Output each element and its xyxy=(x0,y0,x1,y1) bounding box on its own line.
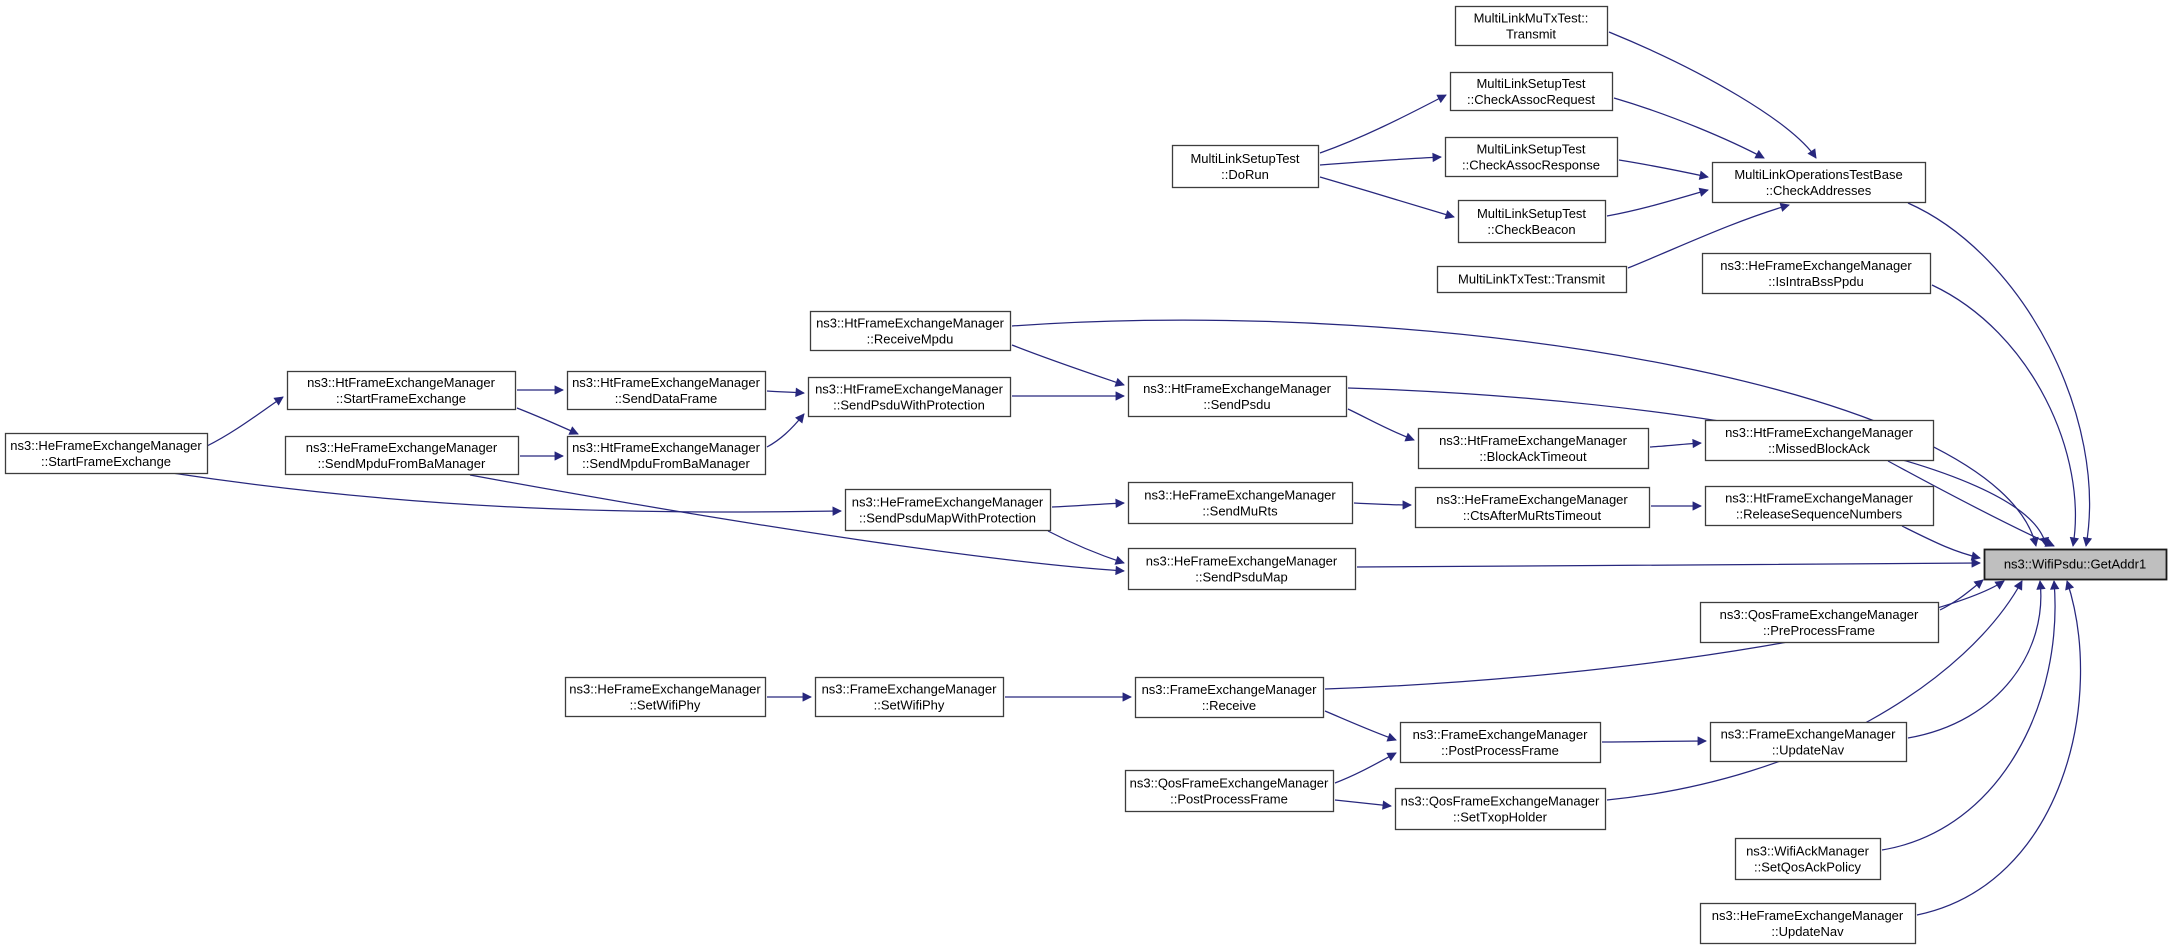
node-ht-send-mpdu-from-ba-manager[interactable] xyxy=(568,437,766,475)
node-he-cts-after-mu-rts-timeout[interactable] xyxy=(1416,488,1650,528)
node-label: ns3::HeFrameExchangeManager xyxy=(1720,258,1912,273)
node-tx-transmit[interactable] xyxy=(1438,267,1627,293)
node-label: ::ReceiveMpdu xyxy=(866,331,954,347)
edge-qos-post-process-frame--qos-set-txop-holder xyxy=(1335,800,1391,806)
node-label: ns3::FrameExchangeManager xyxy=(1141,682,1317,697)
edge-ht-release-sequence-numbers--get-addr1 xyxy=(1902,526,1980,558)
node-label: ::IsIntraBssPpdu xyxy=(1768,274,1864,289)
edge-ht-send-data-frame--ht-send-psdu-with-protection xyxy=(767,391,804,393)
node-fem-receive[interactable] xyxy=(1136,678,1324,718)
edge-ht-send-psdu--ht-block-ack-timeout xyxy=(1348,409,1414,440)
node-wifi-ack-set-qos-ack-policy[interactable] xyxy=(1736,839,1881,880)
node-label: ::BlockAckTimeout xyxy=(1479,449,1587,464)
edge-he-start-frame-exchange--ht-start-frame-exchange xyxy=(207,397,283,446)
edge-he-send-psdu-map-with-protection--he-send-psdu-map xyxy=(1048,531,1124,563)
node-label: ns3::WifiAckManager xyxy=(1746,843,1869,859)
node-label: ::UpdateNav xyxy=(1771,924,1844,939)
edge-do-run--check-beacon xyxy=(1320,177,1454,217)
edge-ht-send-mpdu-from-ba-manager--ht-send-psdu-with-protection xyxy=(767,414,804,447)
node-label: ::StartFrameExchange xyxy=(40,454,172,469)
node-he-start-frame-exchange[interactable] xyxy=(6,434,208,474)
node-label: MultiLinkTxTest::Transmit xyxy=(1458,271,1605,287)
edge-he-send-mu-rts--he-cts-after-mu-rts-timeout xyxy=(1354,503,1411,505)
node-label: ::SendMuRts xyxy=(1202,503,1278,519)
node-label: ::CheckAssocRequest xyxy=(1467,92,1595,107)
node-he-update-nav[interactable] xyxy=(1701,904,1916,944)
node-label: ns3::FrameExchangeManager xyxy=(1412,727,1588,742)
node-he-is-intra-bss-ppdu[interactable] xyxy=(1703,254,1931,294)
edge-he-send-psdu-map-with-protection--he-send-mu-rts xyxy=(1052,503,1124,507)
node-he-send-psdu-map-with-protection[interactable] xyxy=(846,490,1051,531)
node-label: ::CheckBeacon xyxy=(1487,222,1576,237)
edge-fem-receive--fem-post-process-frame xyxy=(1325,711,1396,740)
node-label: ns3::FrameExchangeManager xyxy=(1720,726,1896,742)
node-ht-send-data-frame[interactable] xyxy=(568,372,766,410)
node-label: ns3::QosFrameExchangeManager xyxy=(1719,607,1919,622)
node-label: ::PostProcessFrame xyxy=(1441,743,1559,758)
node-ht-block-ack-timeout[interactable] xyxy=(1419,429,1649,469)
node-label: ::Receive xyxy=(1201,698,1257,713)
node-fem-update-nav[interactable] xyxy=(1711,723,1907,762)
node-ht-start-frame-exchange[interactable] xyxy=(288,372,516,410)
node-label: ::ReleaseSequenceNumbers xyxy=(1735,506,1903,522)
node-label: ns3::HeFrameExchangeManager xyxy=(305,440,498,455)
edge-ht-receive-mpdu--ht-send-psdu xyxy=(1012,345,1124,385)
edge-check-assoc-request--check-addresses xyxy=(1614,98,1764,158)
node-label: ::PostProcessFrame xyxy=(1170,791,1288,807)
node-check-assoc-request[interactable] xyxy=(1451,73,1613,111)
node-label: ns3::HeFrameExchangeManager xyxy=(851,494,1044,510)
edge-ht-block-ack-timeout--ht-missed-block-ack xyxy=(1650,443,1701,447)
node-label: MultiLinkSetupTest xyxy=(1476,141,1586,157)
edge-ht-start-frame-exchange--ht-send-mpdu-from-ba-manager xyxy=(517,408,578,434)
node-label: ::SendPsduWithProtection xyxy=(833,397,985,413)
node-label: ::SendMpduFromBaManager xyxy=(317,456,486,471)
node-label: ::UpdateNav xyxy=(1771,742,1845,758)
node-ht-send-psdu-with-protection[interactable] xyxy=(809,378,1011,417)
node-label: ns3::FrameExchangeManager xyxy=(821,681,997,697)
node-ht-receive-mpdu[interactable] xyxy=(811,312,1011,351)
node-do-run[interactable] xyxy=(1173,146,1319,188)
node-label: ::DoRun xyxy=(1221,167,1269,182)
edge-check-beacon--check-addresses xyxy=(1607,190,1708,216)
node-label: ns3::HeFrameExchangeManager xyxy=(1436,492,1628,507)
node-label: ::SendPsdu xyxy=(1203,397,1271,412)
node-ht-send-psdu[interactable] xyxy=(1129,377,1347,417)
edge-fem-post-process-frame--fem-update-nav xyxy=(1602,741,1706,742)
node-he-send-psdu-map[interactable] xyxy=(1129,549,1356,590)
node-label: ::StartFrameExchange xyxy=(335,391,467,406)
node-label: ::SetWifiPhy xyxy=(873,697,945,713)
node-label: ::SendPsduMap xyxy=(1195,569,1288,585)
node-label: ::PreProcessFrame xyxy=(1763,623,1875,638)
node-fem-set-wifi-phy[interactable] xyxy=(816,678,1004,717)
edge-check-assoc-response--check-addresses xyxy=(1619,160,1708,177)
node-qos-set-txop-holder[interactable] xyxy=(1396,789,1606,830)
node-label: MultiLinkSetupTest xyxy=(1476,76,1586,91)
edge-he-send-psdu-map--get-addr1 xyxy=(1357,563,1980,567)
node-label: ns3::HtFrameExchangeManager xyxy=(572,375,760,390)
node-label: ns3::HeFrameExchangeManager xyxy=(1711,908,1904,923)
node-qos-post-process-frame[interactable] xyxy=(1126,771,1334,812)
node-label: ns3::HtFrameExchangeManager xyxy=(1143,381,1331,396)
node-check-assoc-response[interactable] xyxy=(1446,138,1618,177)
node-get-addr1[interactable] xyxy=(1985,550,2167,580)
node-label: ns3::QosFrameExchangeManager xyxy=(1400,793,1600,809)
node-label: Transmit xyxy=(1505,26,1557,42)
node-label: ns3::HtFrameExchangeManager xyxy=(1725,425,1913,440)
node-label: ::CheckAddresses xyxy=(1765,183,1872,198)
node-label: ns3::HtFrameExchangeManager xyxy=(307,375,495,390)
node-label: ns3::HeFrameExchangeManager xyxy=(10,438,202,453)
node-he-send-mu-rts[interactable] xyxy=(1129,483,1353,524)
node-fem-post-process-frame[interactable] xyxy=(1401,723,1601,763)
edge-he-start-frame-exchange--he-send-psdu-map-with-protection xyxy=(172,473,841,512)
node-layer xyxy=(6,7,2167,944)
edge-do-run--check-assoc-response xyxy=(1320,157,1441,165)
node-label: ns3::HtFrameExchangeManager xyxy=(1725,490,1913,506)
edge-do-run--check-assoc-request xyxy=(1320,95,1446,153)
node-label: MultiLinkSetupTest xyxy=(1476,206,1587,221)
edge-he-update-nav--get-addr1 xyxy=(1917,581,2081,915)
node-label: ::SendMpduFromBaManager xyxy=(582,456,750,471)
node-mu-tx-transmit[interactable] xyxy=(1456,7,1608,46)
node-label: ns3::HtFrameExchangeManager xyxy=(815,381,1003,397)
node-label: ::MissedBlockAck xyxy=(1768,441,1870,456)
node-label: ns3::WifiPsdu::GetAddr1 xyxy=(2003,556,2147,572)
node-label: ns3::HtFrameExchangeManager xyxy=(816,315,1004,331)
node-label: ns3::HeFrameExchangeManager xyxy=(1144,487,1336,503)
node-label: ::CheckAssocResponse xyxy=(1461,157,1601,173)
edge-qos-post-process-frame--fem-post-process-frame xyxy=(1335,753,1396,783)
node-label: ::SetWifiPhy xyxy=(629,697,701,713)
node-label: ::CtsAfterMuRtsTimeout xyxy=(1462,508,1602,523)
node-label: MultiLinkOperationsTestBase xyxy=(1734,167,1903,182)
node-he-send-mpdu-from-ba-manager[interactable] xyxy=(286,437,519,475)
edge-he-is-intra-bss-ppdu--get-addr1 xyxy=(1932,285,2075,546)
node-ht-release-sequence-numbers[interactable] xyxy=(1706,487,1934,526)
node-label: ns3::HeFrameExchangeManager xyxy=(1145,553,1338,569)
node-label: ns3::HeFrameExchangeManager xyxy=(569,681,761,697)
node-label: ns3::HtFrameExchangeManager xyxy=(572,440,760,455)
node-he-set-wifi-phy[interactable] xyxy=(566,678,766,717)
node-label: ::SetQosAckPolicy xyxy=(1754,859,1861,875)
node-label: MultiLinkSetupTest xyxy=(1190,151,1300,166)
node-label: MultiLinkMuTxTest:: xyxy=(1473,10,1589,26)
node-qos-pre-process-frame[interactable] xyxy=(1701,603,1939,643)
edge-check-addresses--get-addr1 xyxy=(1908,203,2090,546)
node-check-addresses[interactable] xyxy=(1713,163,1926,203)
node-label: ::SendPsduMapWithProtection xyxy=(858,510,1037,526)
node-label: ns3::HtFrameExchangeManager xyxy=(1439,433,1627,448)
node-check-beacon[interactable] xyxy=(1459,201,1606,243)
node-ht-missed-block-ack[interactable] xyxy=(1706,421,1934,461)
node-label: ::SendDataFrame xyxy=(614,391,718,406)
node-label: ns3::QosFrameExchangeManager xyxy=(1129,775,1329,791)
node-label: ::SetTxopHolder xyxy=(1453,809,1547,825)
edge-mu-tx-transmit--check-addresses xyxy=(1609,32,1816,158)
